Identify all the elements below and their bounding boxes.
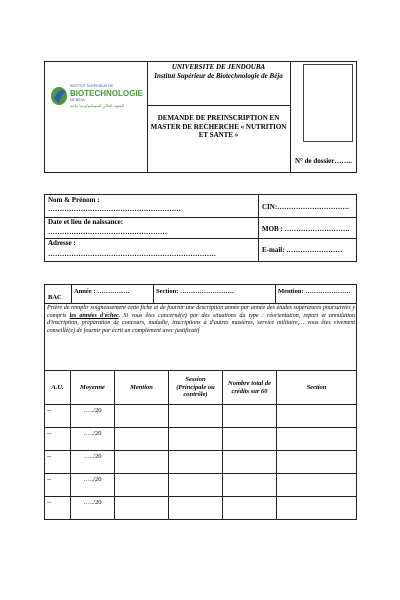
institute-logo	[50, 80, 146, 112]
col-credits: Nombre total de crédits sur 60	[223, 371, 277, 405]
logo-line3: DE BEJA	[70, 98, 85, 102]
adresse-field[interactable]: ………………………………………………………………	[48, 250, 216, 258]
cell-credits[interactable]	[223, 428, 277, 451]
instructions-part-a: Prière de remplir soigneusement cette fiche et de fournir une description année par année des études supérieures poursuivies y compris	[47, 305, 355, 319]
cell-credits[interactable]	[223, 405, 277, 428]
annee-field[interactable]: Année : ……………	[74, 288, 130, 295]
table-row	[45, 405, 357, 428]
cell-section[interactable]	[277, 405, 357, 428]
cell-moyenne[interactable]: …../20	[71, 474, 115, 497]
cell-mention[interactable]	[115, 405, 169, 428]
logo-line1: INSTITUT SUPERIEUR DE	[70, 84, 113, 88]
cell-section[interactable]	[277, 428, 357, 451]
institute-name: Institut Supérieur de Biotechnologie de Béja	[154, 72, 283, 80]
cell-credits[interactable]	[223, 497, 277, 520]
logo-arabic-text: المعهد العالي للبيوتكنولوجيا بباجة	[70, 103, 125, 108]
instructions-emphasis: les années d'échec	[69, 312, 119, 319]
col-moyenne: Moyenne	[71, 371, 115, 405]
cell-moyenne[interactable]: …../20	[71, 405, 115, 428]
table-header-row	[45, 371, 357, 405]
cell-section[interactable]	[277, 497, 357, 520]
cell-section[interactable]	[277, 474, 357, 497]
photo-box	[303, 64, 353, 142]
studies-table	[44, 370, 357, 520]
date-lieu-label: Date et lieu de naissance:	[48, 218, 124, 226]
nom-field[interactable]: …………………………………………………	[48, 205, 181, 213]
cell-mention[interactable]	[115, 428, 169, 451]
table-row	[45, 428, 357, 451]
request-title: DEMANDE DE PREINSCRIPTION EN MASTER DE RECHERCHE « NUTRITION ET SANTE »	[150, 114, 287, 139]
cell-session[interactable]	[169, 497, 223, 520]
col-session: Session (Principale ou contrôle)	[169, 371, 223, 405]
cell-mention[interactable]	[115, 497, 169, 520]
col-mention: Mention	[115, 371, 169, 405]
cell-session[interactable]	[169, 474, 223, 497]
bac-label: BAC	[48, 294, 62, 301]
nom-label: Nom & Prénom :	[48, 196, 100, 204]
dossier-number: N° de dossier……..	[295, 157, 352, 165]
cell-section[interactable]	[277, 451, 357, 474]
cell-au[interactable]: --	[45, 405, 71, 428]
cell-credits[interactable]	[223, 474, 277, 497]
table-row	[45, 497, 357, 520]
cell-moyenne[interactable]: …../20	[71, 497, 115, 520]
cell-au[interactable]: --	[45, 428, 71, 451]
cell-session[interactable]	[169, 428, 223, 451]
col-au: A.U.	[45, 371, 71, 405]
table-row	[45, 474, 357, 497]
cin-field[interactable]: CIN:………………………….	[262, 203, 349, 211]
email-field[interactable]: E-mail: ……………………	[262, 246, 343, 254]
mob-field[interactable]: MOB : ……………………….	[262, 225, 350, 233]
cell-mention[interactable]	[115, 474, 169, 497]
cell-credits[interactable]	[223, 451, 277, 474]
col-section: Section	[277, 371, 357, 405]
instructions-part-c: . Si vous êtes concerné(e) par des situations du type : réorientation, report et annulation d'inscription, préparation de concours, maladie, inscriptions à d'autres mastères, service militaire,… vous êtes vivement conseillé(e) de fournir par écrit un complément avec justificatif	[47, 312, 356, 334]
table-row	[45, 451, 357, 474]
cell-moyenne[interactable]: …../20	[71, 451, 115, 474]
cell-au[interactable]: --	[45, 474, 71, 497]
section-field[interactable]: Section: …………………….	[156, 288, 234, 295]
adresse-label: Adresse :	[48, 239, 76, 247]
cell-mention[interactable]	[115, 451, 169, 474]
cell-au[interactable]: --	[45, 451, 71, 474]
cell-session[interactable]	[169, 405, 223, 428]
cell-moyenne[interactable]: …../20	[71, 428, 115, 451]
cell-au[interactable]: --	[45, 497, 71, 520]
logo-line2: BIOTECHNOLOGIE	[70, 89, 143, 98]
instructions-paragraph	[47, 305, 355, 335]
mention-field[interactable]: Mention: …………………	[278, 288, 351, 295]
cell-session[interactable]	[169, 451, 223, 474]
date-lieu-field[interactable]: ……………………………………………	[48, 228, 167, 236]
university-name: UNIVERSITE DE JENDOUBA	[171, 63, 266, 71]
